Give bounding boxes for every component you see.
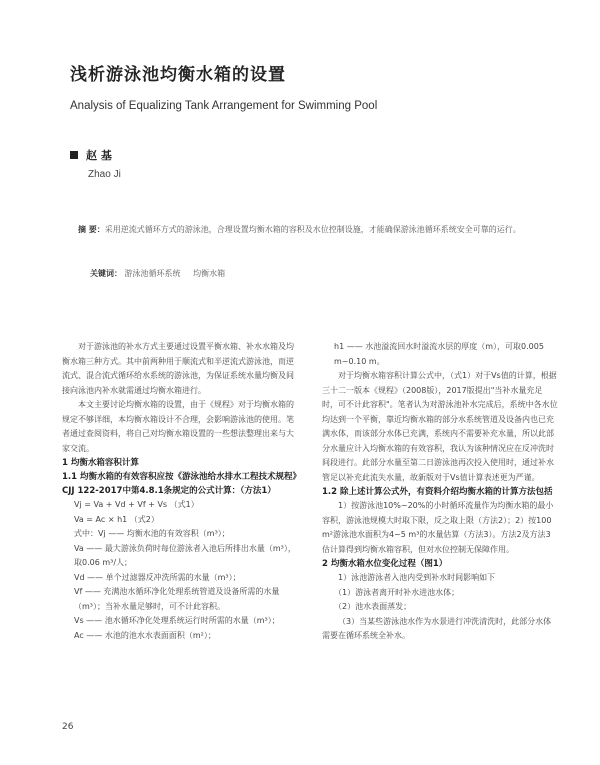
article-title-cn: 浅析游泳池均衡水箱的设置 — [70, 65, 286, 85]
column-para: （3）当某些游泳池水作为水景进行冲洗清洗时，此部分水体需要在循环系统全补水。 — [322, 616, 552, 640]
column-formula: Vj = Va + Vd + Vf + Vs （式1） — [74, 500, 199, 509]
keyword-item: 均衡水箱 — [193, 269, 226, 278]
column-heading: 1.1 均衡水箱的有效容积应按《游泳池给水排水工程技术规程》CJJ 122-2017中第4.8.1条规定的公式计算：（方法1） — [62, 472, 297, 496]
column-indent: Vf —— 充满池水循环净化处理系统管道及设备所需的水量（m³）；当补水量足够时，可不计此容积。 — [74, 587, 280, 611]
abstract — [78, 222, 548, 237]
abstract-text: 采用逆流式循环方式的游泳池，合理设置均衡水箱的容积及水位控制设施，才能确保游泳池循环系统安全可靠的运行。 — [104, 225, 521, 234]
column-para: 1）按游泳池10%~20%的小时循环流量作为均衡水箱的最小容积，游泳池规模大时取下限，反之取上限（方法2）；2）按100 m²游泳池水面积为4~5 m³的水量估算（方法3）。方法2及方法3估计算得到均衡水箱容积，但对水位控制无保障作用。 — [322, 501, 554, 554]
column-para: 本文主要讨论均衡水箱的设置，由于《规程》对于均衡水箱的规定不够详细，本均衡水箱设计不合理，会影响游泳池的使用。笔者通过查阅资料，将自己对均衡水箱设置的一些想法整理出来与大家交流。 — [62, 400, 294, 453]
column-indent: 式中：Vj —— 均衡水池的有效容积（m³）； — [74, 529, 230, 538]
article-title-en: Analysis of Equalizing Tank Arrangement for Swimming Pool — [70, 100, 378, 112]
column-indent: （2）池水表面蒸发； — [334, 602, 412, 611]
page-number: 26 — [62, 722, 74, 732]
column-indent: （1）游泳者离开时补水进池水体； — [334, 587, 460, 597]
column-heading: 1 均衡水箱容积计算 — [62, 458, 139, 468]
right-column — [322, 340, 558, 644]
column-indent: Vs —— 池水循环净化处理系统运行时所需的水量（m³）； — [74, 616, 280, 625]
column-indent: Ac —— 水池的池水水表面面积（m²）； — [74, 630, 216, 640]
column-para: 对于游泳池的补水方式主要通过设置平衡水箱、补水水箱及均衡水箱三种方式。其中前两种用于顺流式和半逆流式游泳池，而逆流式、混合流式循环给水系统的游泳池，为保证系统水量均衡及间接向泳池内补水就需通过均衡水箱进行。 — [62, 342, 294, 395]
column-para: 对于均衡水箱容积计算公式中，（式1）对于Vs值的计算，根据三十二一版本《规程》（2008版），2017版提出"当补水量充足时，可不计此容积"。笔者认为对游泳池补水完成后，系统中各水位均达到一个平衡，靠近均衡水箱的部分水系统管道及设备内也已充满水体，而该部分水体已充满，系统内不需要补充水量，所以此部分水量应计入均衡水箱的有效容积，我认为该种情况应在反冲洗时间段进行。此部分水量至第二日游泳池再次投入使用时，通过补水管足以补充此流失水量，故新版对于Vs值计算表述更为严谨。 — [322, 371, 558, 482]
abstract-label: 摘 要： — [78, 225, 105, 234]
keywords — [90, 268, 235, 279]
column-indent: h1 —— 水池溢流回水时溢流水层的厚度（m），可取0.005 m~0.10 m。 — [334, 342, 544, 366]
column-para: 1）泳池游泳者入池内受到补水时间影响如下 — [338, 573, 496, 582]
author-name-cn-row — [70, 147, 121, 163]
column-indent: Vd —— 单个过滤器反冲洗所需的水量（m³）； — [74, 572, 241, 582]
column-heading: 2 均衡水箱水位变化过程（图1） — [322, 559, 448, 569]
column-formula: Va = Ac × h1 （式2） — [74, 514, 159, 524]
author-name-cn: 赵 基 — [86, 149, 112, 162]
author-block — [70, 147, 121, 180]
left-column — [62, 340, 298, 643]
keywords-label: 关键词： — [90, 269, 122, 278]
keyword-item: 游泳池循环系统 — [124, 269, 181, 278]
column-indent: Va —— 最大游泳负荷时每位游泳者入池后所排出水量（m³），取0.06 m³/人； — [74, 543, 296, 567]
square-bullet-icon — [70, 151, 78, 159]
author-name-en: Zhao Ji — [88, 169, 121, 180]
column-heading: 1.2 除上述计算公式外，有资料介绍均衡水箱的计算方法包括 — [322, 487, 553, 497]
